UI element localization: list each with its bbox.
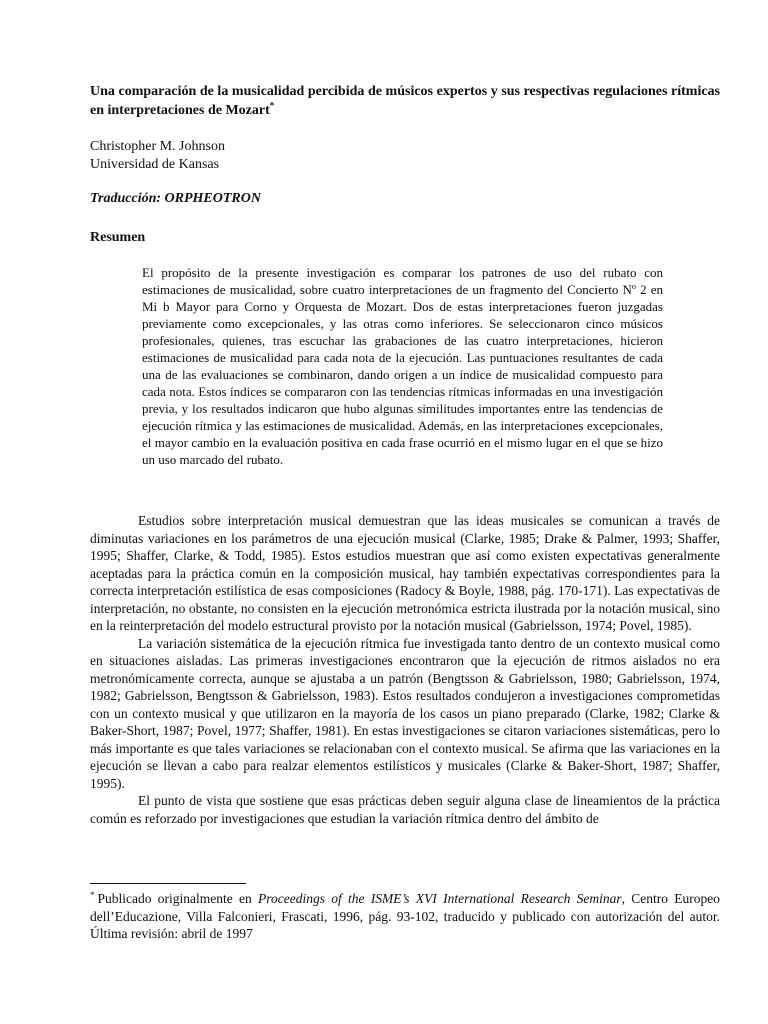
footnote-suffix: , Centro Europeo dell’Educazione, Villa Falconieri, Frascati, 1996, pág. 93-102, traducido y publicado con autorización del autor. Última revisión: abril de 1997 (90, 891, 720, 941)
author-block (90, 138, 225, 174)
paper-title (90, 82, 720, 120)
abstract-text: El propósito de la presente investigación es comparar los patrones de uso del rubato con estimaciones de musicalidad, sobre cuatro interpretaciones de un fragmento del Concierto Nº 2 en Mi b Mayor para Corno y Orquesta de Mozart. Dos de estas interpretaciones fueron juzgadas previamente como excepcionales, y las otras como inferiores. Se seleccionaron cinco músicos profesionales, quienes, tras escuchar las grabaciones de las cuatro interpretaciones, hicieron estimaciones de musicalidad para cada nota de la ejecución. Las puntuaciones resultantes de cada una de las evaluaciones se combinaron, dando origen a un índice de musicalidad compuesto para cada nota. Estos índices se compararon con las tendencias rítmicas informadas en una investigación previa, y los resultados indicaron que hubo algunas similitudes importantes entre las tendencias de ejecución rítmica y las estimaciones de musicalidad. Además, en las interpretaciones excepcionales, el mayor cambio en la evaluación positiva en cada frase ocurrió en el mismo lugar en el que se hizo un uso marcado del rubato. (142, 265, 663, 467)
author-affiliation: Universidad de Kansas (90, 157, 220, 172)
body-paragraph-3: El punto de vista que sostiene que esas prácticas deben seguir alguna clase de lineamientos de la práctica común es reforzado por investigaciones que estudian la variación rítmica dentro del ámbito de (90, 793, 720, 826)
footnote-source: Proceedings of the ISME’s XVI International Research Seminar (258, 891, 622, 906)
translation-credit: Traducción: ORPHEOTRON (90, 191, 261, 206)
footnote-divider (90, 883, 246, 884)
body-paragraph-2: La variación sistemática de la ejecución rítmica fue investigada tanto dentro de un contexto musical como en situaciones aisladas. Las primeras investigaciones encontraron que la ejecución de ritmos aislados no era metronómicamente correcta, aunque se ajustaba a un patrón (Bengtsson & Gabrielsson, 1980; Gabrielsson, 1974, 1982; Gabrielsson, Bengtsson & Gabrielsson, 1983). Estos resultados condujeron a investigaciones comprometidas con un contexto musical y que utilizaron en la mayoría de los casos un piano preparado (Clarke, 1982; Clarke & Baker-Short, 1987; Povel, 1977; Shaffer, 1981). En estas investigaciones se citaron variaciones sistemáticas, pero lo más importante es que tales variaciones se relacionaban con el contexto musical. Se afirma que las variaciones en la ejecución se llevan a cabo para realzar elementos estilísticos y musicales (Clarke & Baker-Short, 1987; Shaffer, 1995). (90, 635, 720, 791)
body-paragraph-1: Estudios sobre interpretación musical demuestran que las ideas musicales se comunican a través de diminutas variaciones en los parámetros de una ejecución musical (Clarke, 1985; Drake & Palmer, 1993; Shaffer, 1995; Shaffer, Clarke, & Todd, 1985). Estos estudios muestran que así como existen expectativas generalmente aceptadas para la práctica común en la composición musical, hay también expectativas correspondientes para la correcta interpretación estilística de esas composiciones (Radocy & Boyle, 1988, pág. 170-171). Las expectativas de interpretación, no obstante, no consisten en la ejecución metronómica estricta ilustrada por la notación musical, sino en la reinterpretación del modelo estructural provisto por la notación musical (Gabrielsson, 1974; Povel, 1985). (90, 513, 720, 633)
author-name: Christopher M. Johnson (90, 139, 225, 154)
abstract-heading: Resumen (90, 230, 146, 245)
paper-title-text: Una comparación de la musicalidad percibida de músicos expertos y sus respectivas regulaciones rítmicas en interpretaciones de Mozart (90, 84, 720, 118)
footnote-marker: * (90, 889, 95, 900)
footnote (90, 890, 720, 943)
title-footnote-marker: * (269, 100, 275, 111)
body-text (90, 512, 720, 827)
footnote-prefix: Publicado originalmente en (97, 891, 259, 906)
